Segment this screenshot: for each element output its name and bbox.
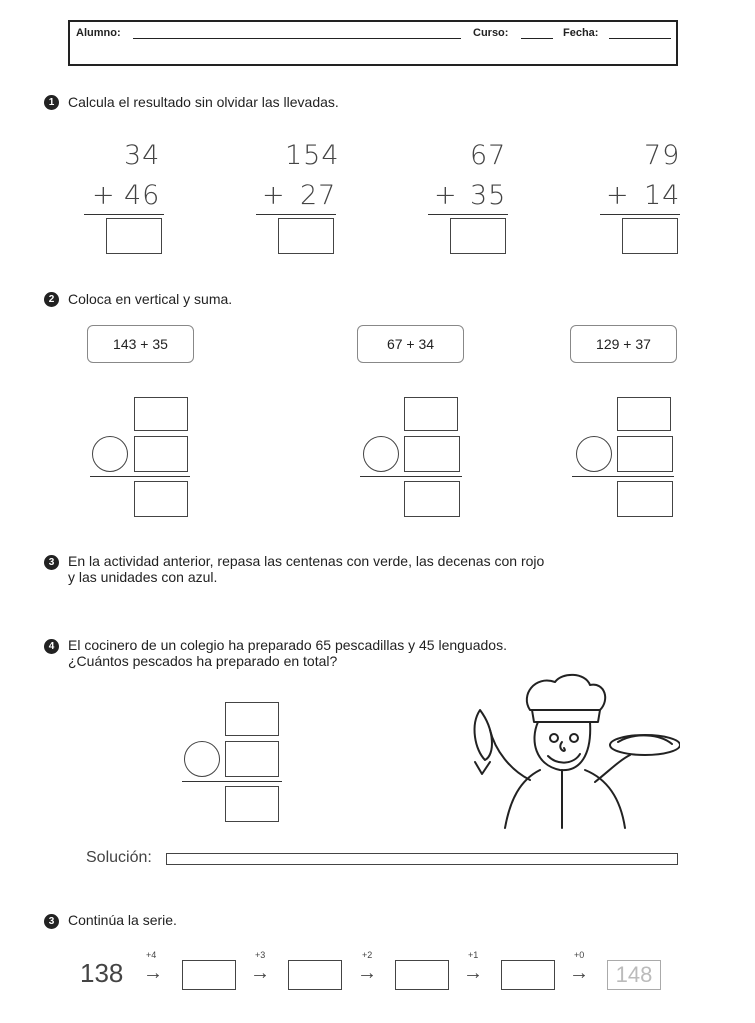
- q1-op-2-rule: [256, 214, 336, 215]
- question-1-number: 1: [44, 95, 59, 110]
- series-step-5: +0: [574, 950, 585, 960]
- q1-op-1-sign: +: [92, 180, 116, 211]
- series-box-4[interactable]: [501, 960, 555, 990]
- q2-grid-1-rule: [90, 476, 190, 477]
- chef-illustration: [450, 670, 680, 830]
- q2-grid-1-sign-circle[interactable]: [92, 436, 128, 472]
- q4-grid-result-box[interactable]: [225, 786, 279, 822]
- q1-op-2-answer-box[interactable]: [278, 218, 334, 254]
- q1-op-4-rule: [600, 214, 680, 215]
- fecha-label: Fecha:: [563, 27, 599, 39]
- solution-field[interactable]: [166, 853, 678, 865]
- series-arrow-5-icon: →: [569, 962, 589, 984]
- q1-op-4-top: 79: [644, 140, 681, 171]
- series-box-3[interactable]: [395, 960, 449, 990]
- question-4-number: 4: [44, 639, 59, 654]
- q2-grid-3-result-box[interactable]: [617, 481, 673, 517]
- q4-grid-sign-circle[interactable]: [184, 741, 220, 777]
- series-end-value: 148: [607, 960, 661, 990]
- alumno-field[interactable]: [133, 38, 461, 39]
- q1-op-3-answer-box[interactable]: [450, 218, 506, 254]
- question-5-number: 3: [44, 914, 59, 929]
- q1-op-3-top: 67: [470, 140, 507, 171]
- q1-op-3-sign: +: [434, 180, 458, 211]
- q1-op-4-sign: +: [606, 180, 630, 211]
- question-1-text: Calcula el resultado sin olvidar las llevadas.: [68, 94, 339, 110]
- question-3-text-line2: y las unidades con azul.: [68, 569, 218, 585]
- q1-op-1-top: 34: [124, 140, 161, 171]
- question-3-number: 3: [44, 555, 59, 570]
- q1-op-1-bottom: 46: [124, 180, 161, 211]
- q4-grid-top-box[interactable]: [225, 702, 279, 736]
- series-arrow-2-icon: →: [250, 962, 270, 984]
- series-start-value: 138: [80, 958, 124, 988]
- q2-grid-2-rule: [360, 476, 462, 477]
- series-step-3: +2: [362, 950, 373, 960]
- question-4-text-line2: ¿Cuántos pescados ha preparado en total?: [68, 653, 338, 669]
- q2-grid-2-sign-circle[interactable]: [363, 436, 399, 472]
- question-3-text-line1: En la actividad anterior, repasa las centenas con verde, las decenas con rojo: [68, 553, 545, 569]
- q1-op-2-sign: +: [262, 180, 286, 211]
- q2-grid-1-middle-box[interactable]: [134, 436, 188, 472]
- curso-field[interactable]: [521, 38, 553, 39]
- q2-op-2-pill: 67 + 34: [357, 325, 464, 363]
- q2-op-3-pill: 129 + 37: [570, 325, 677, 363]
- q2-grid-3-rule: [572, 476, 674, 477]
- q4-grid-middle-box[interactable]: [225, 741, 279, 777]
- q2-grid-2-top-box[interactable]: [404, 397, 458, 431]
- q2-grid-2-result-box[interactable]: [404, 481, 460, 517]
- q1-op-1-rule: [84, 214, 164, 215]
- series-step-4: +1: [468, 950, 479, 960]
- q1-op-3-bottom: 35: [470, 180, 507, 211]
- solution-label: Solución:: [86, 849, 152, 866]
- q2-grid-3-top-box[interactable]: [617, 397, 671, 431]
- q2-grid-1-top-box[interactable]: [134, 397, 188, 431]
- q1-op-1-answer-box[interactable]: [106, 218, 162, 254]
- series-box-2[interactable]: [288, 960, 342, 990]
- curso-label: Curso:: [473, 27, 509, 39]
- q2-grid-3-sign-circle[interactable]: [576, 436, 612, 472]
- series-step-2: +3: [255, 950, 266, 960]
- question-5-text: Continúa la serie.: [68, 912, 177, 928]
- q1-op-4-bottom: 14: [644, 180, 681, 211]
- q2-grid-2-middle-box[interactable]: [404, 436, 460, 472]
- q2-grid-1-result-box[interactable]: [134, 481, 188, 517]
- question-2-text: Coloca en vertical y suma.: [68, 291, 233, 307]
- q2-grid-3-middle-box[interactable]: [617, 436, 673, 472]
- question-2-number: 2: [44, 292, 59, 307]
- alumno-label: Alumno:: [76, 27, 121, 39]
- series-step-1: +4: [146, 950, 157, 960]
- series-arrow-1-icon: →: [143, 962, 163, 984]
- series-arrow-3-icon: →: [357, 962, 377, 984]
- q4-grid-rule: [182, 781, 282, 782]
- series-arrow-4-icon: →: [463, 962, 483, 984]
- q2-op-1-pill: 143 + 35: [87, 325, 194, 363]
- fecha-field[interactable]: [609, 38, 671, 39]
- q1-op-2-bottom: 27: [300, 180, 337, 211]
- q1-op-3-rule: [428, 214, 508, 215]
- question-4-text-line1: El cocinero de un colegio ha preparado 65 pescadillas y 45 lenguados.: [68, 637, 507, 653]
- q1-op-4-answer-box[interactable]: [622, 218, 678, 254]
- q1-op-2-top: 154: [285, 140, 340, 171]
- series-box-1[interactable]: [182, 960, 236, 990]
